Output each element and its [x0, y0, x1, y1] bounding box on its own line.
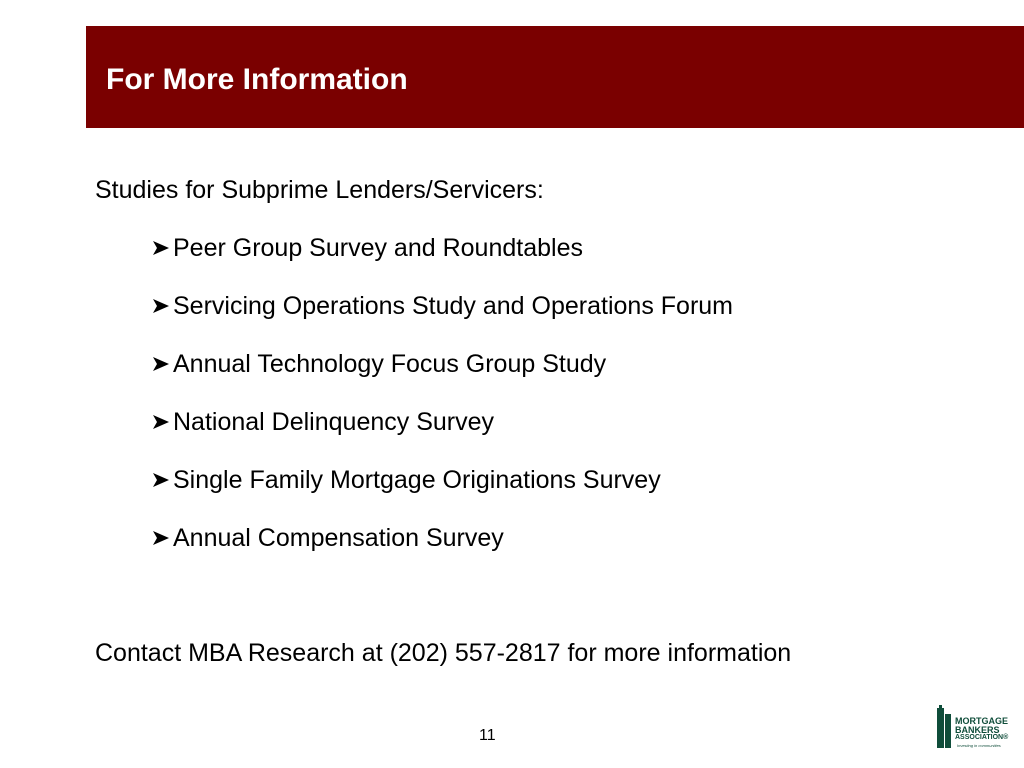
bullet-item — [151, 290, 733, 322]
logo-text-bankers: BANKERS — [955, 725, 1000, 735]
arrow-bullet-icon — [151, 528, 171, 548]
logo-text-mortgage: MORTGAGE — [955, 716, 1008, 726]
bullet-item — [151, 232, 733, 264]
arrow-bullet-icon — [151, 470, 171, 490]
logo-tagline: Investing in communities — [957, 743, 1001, 748]
bullet-item — [151, 406, 733, 438]
arrow-bullet-icon — [151, 412, 171, 432]
bullet-text: Annual Compensation Survey — [173, 524, 504, 552]
contact-line: Contact MBA Research at (202) 557-2817 for more information — [95, 639, 792, 667]
mba-logo — [935, 704, 1020, 750]
arrow-bullet-icon — [151, 238, 171, 258]
bullet-text: Servicing Operations Study and Operations Forum — [173, 292, 733, 320]
title-bar — [86, 26, 1024, 128]
bullet-text: Peer Group Survey and Roundtables — [173, 234, 583, 262]
bullet-item — [151, 348, 733, 380]
bullet-item — [151, 522, 733, 554]
bullet-text: Single Family Mortgage Originations Survey — [173, 466, 661, 494]
slide-title: For More Information — [106, 63, 408, 96]
building-logo-icon — [935, 704, 953, 750]
section-heading: Studies for Subprime Lenders/Servicers: — [95, 176, 544, 204]
arrow-bullet-icon — [151, 354, 171, 374]
page-number: 11 — [479, 727, 496, 744]
arrow-bullet-icon — [151, 296, 171, 316]
bullet-text: National Delinquency Survey — [173, 408, 495, 436]
bullet-item — [151, 464, 733, 496]
bullet-list — [151, 232, 733, 580]
bullet-text: Annual Technology Focus Group Study — [173, 350, 607, 378]
logo-text-association: ASSOCIATION® — [955, 734, 1009, 741]
